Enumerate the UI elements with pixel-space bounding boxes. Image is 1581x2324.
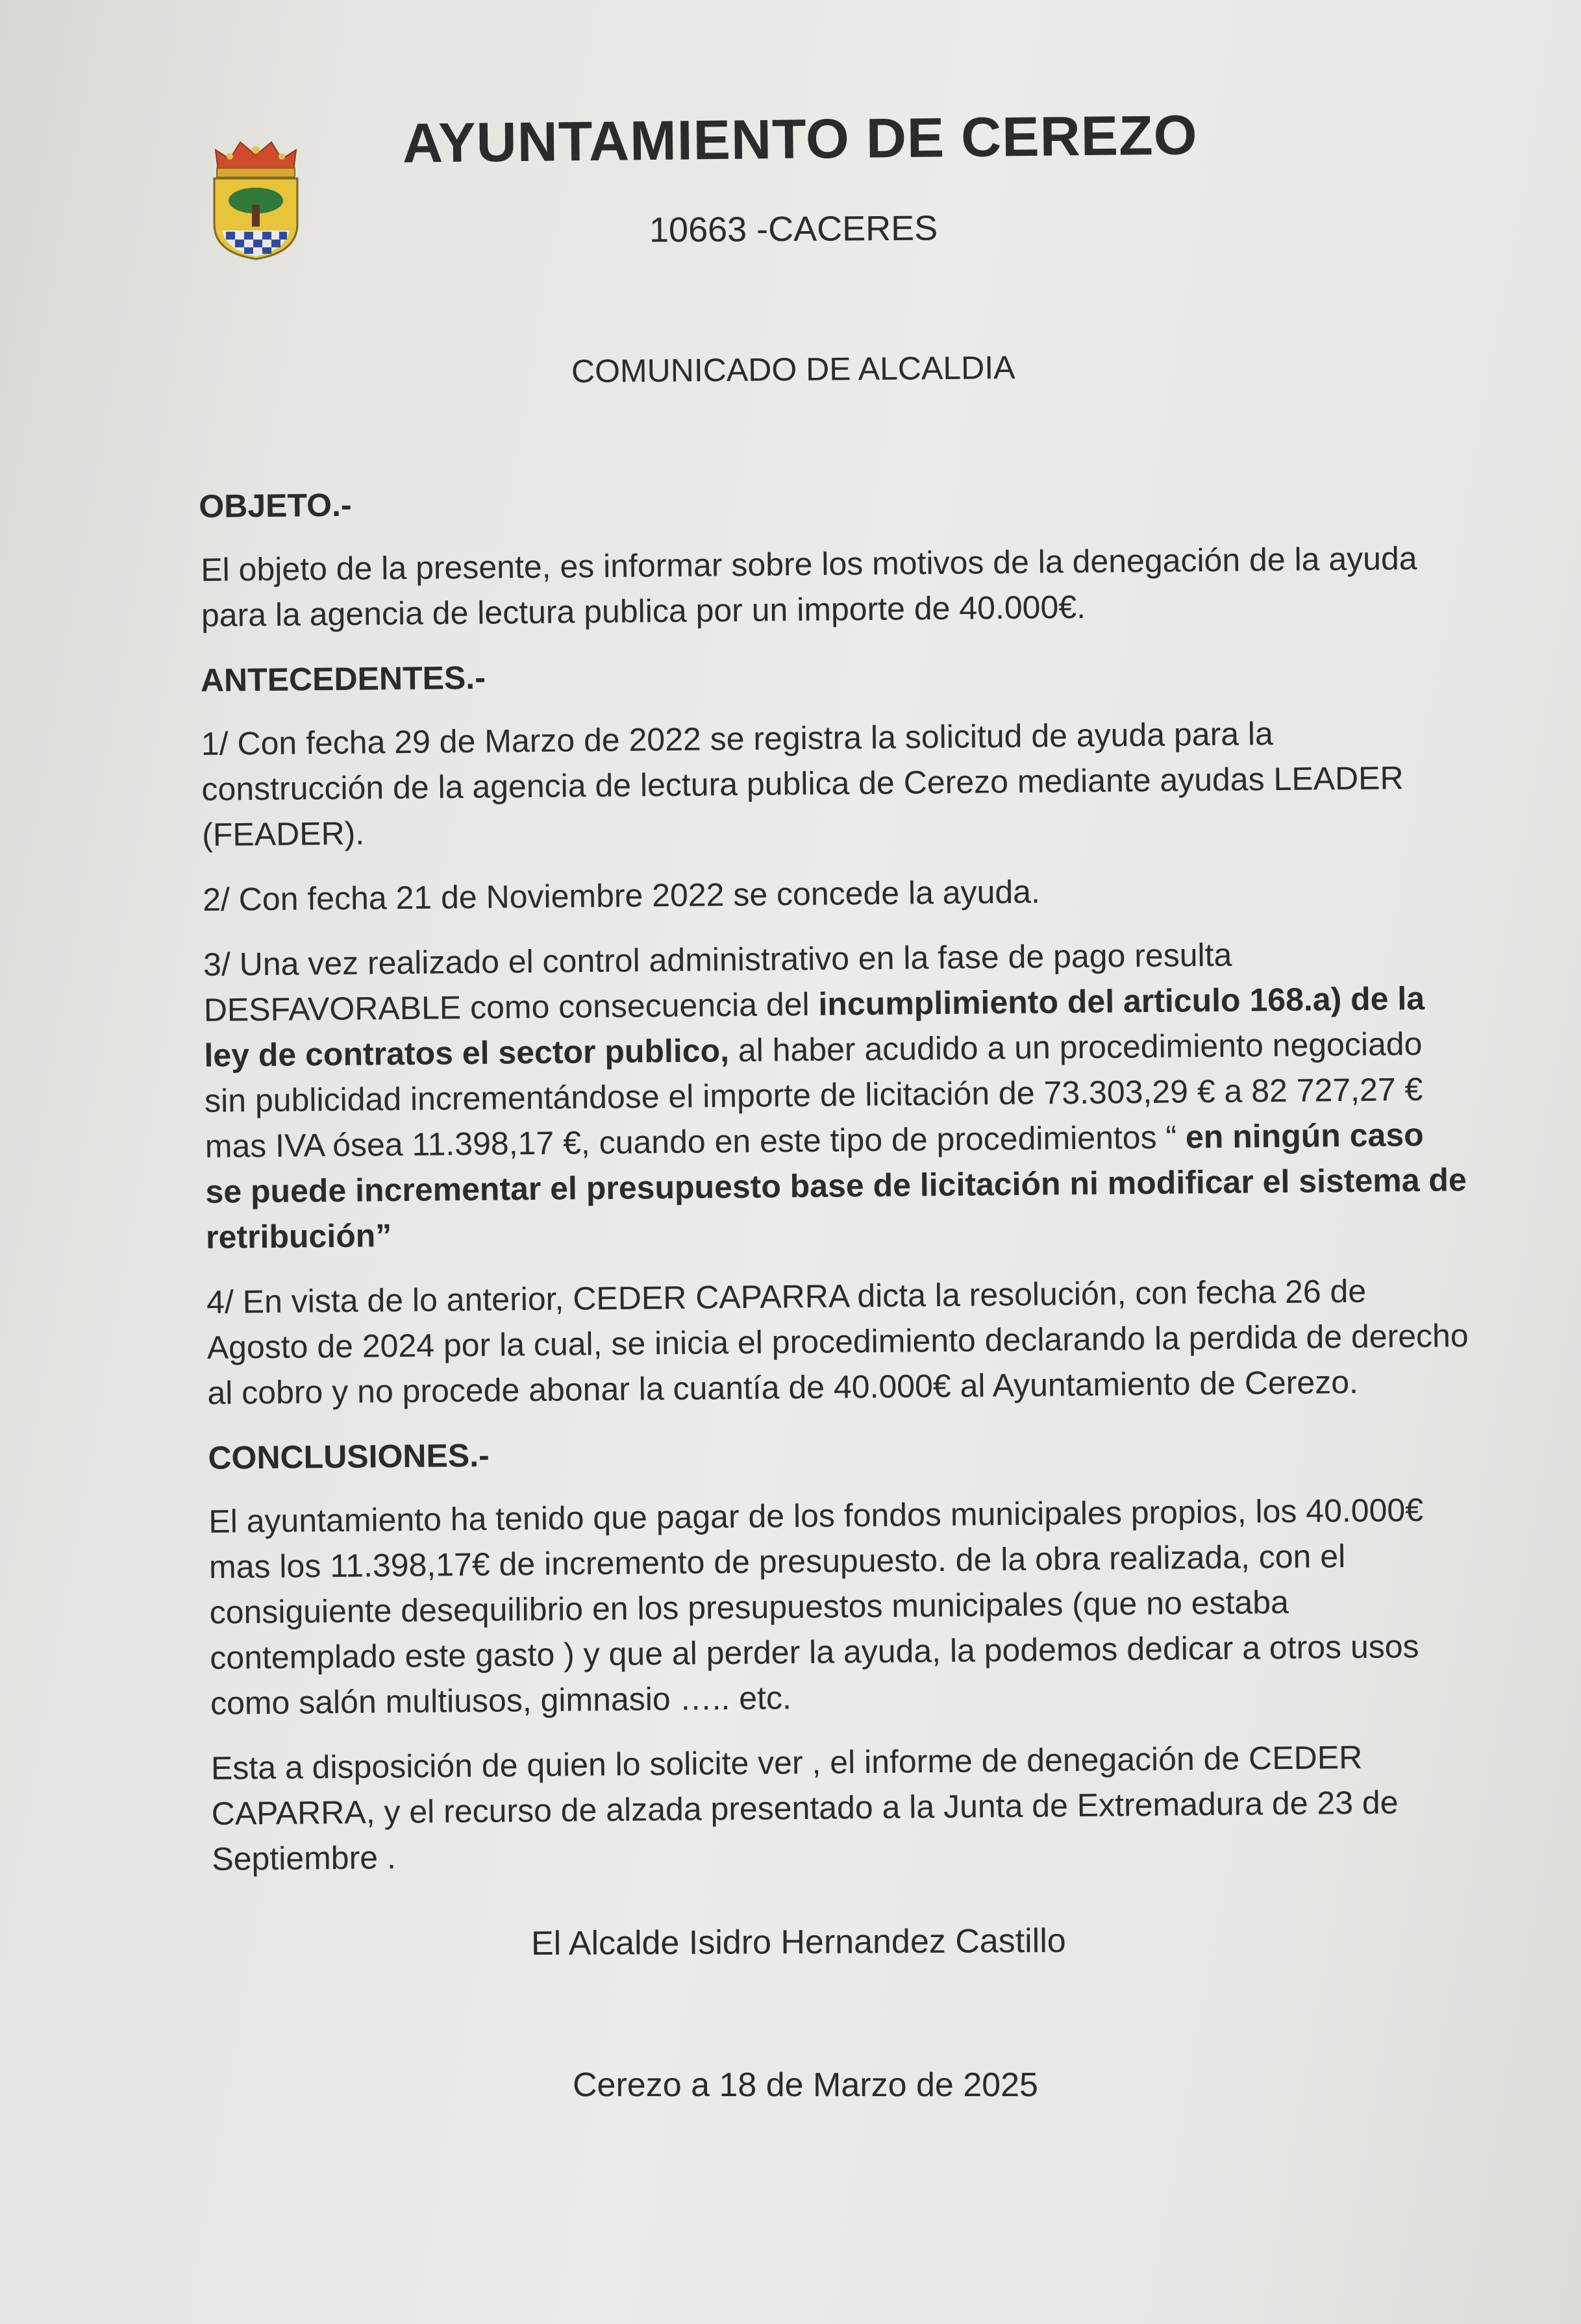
antecedente-item-3 [203,930,1469,1260]
antecedente-item-4: 4/ En vista de lo anterior, CEDER CAPARRA dicta la resolución, con fecha 26 de Agosto de 2024 por la cual, se inicia el procedimiento declarando la perdida de derecho al cobro y no procede abonar la cuantía de 40.000€ al Ayuntamiento de Cerezo. [206,1272,1469,1411]
item-3-text-b: al haber acudido a un procedimiento negociado sin publicidad incrementándose el importe de licitación de 73.303,29 € a 82 727,27 € mas IVA ósea 11.398,17 €, cuando en este tipo de procedimientos “ [204,1025,1423,1165]
objeto-paragraph: El objeto de la presente, es informar sobre los motivos de la denegación de la ayuda para la agencia de lectura publica por un importe de 40.000€. [201,539,1417,634]
item-3-text-a: 3/ Una vez realizado el control administrativo en la fase de pago resulta DESFAVORABLE como consecuencia del [203,936,1232,1028]
conclusiones-heading: CONCLUSIONES.- [208,1437,490,1476]
date-line: Cerezo a 18 de Marzo de 2025 [573,2066,1038,2104]
antecedentes-heading: ANTECEDENTES.- [200,659,486,698]
item-3-bold-quote: en ningún caso se puede incrementar el presupuesto base de licitación ni modificar el sistema de retribución” [205,1116,1467,1255]
antecedente-item-1: 1/ Con fecha 29 de Marzo de 2022 se registra la solicitud de ayuda para la construcción de la agencia de lectura publica de Cerezo mediante ayudas LEADER (FEADER). [201,715,1404,853]
mayor-signature-line: El Alcalde Isidro Hernandez Castillo [530,1922,1066,1963]
item-3-bold-law: incumplimiento del articulo 168.a) de la ley de contratos el sector publico, [204,980,1425,1074]
antecedente-item-2: 2/ Con fecha 21 de Noviembre 2022 se concede la ayuda. [202,873,1041,918]
objeto-heading: OBJETO.- [199,486,352,525]
page-title: AYUNTAMIENTO DE CEREZO [402,104,1198,175]
conclusion-paragraph-1: El ayuntamiento ha tenido que pagar de los fondos municipales propios, los 40.000€ mas los 11.398,17€ de incremento de presupuesto. de la obra realizada, con el consiguiente desequilibrio en los presupuestos municipales (que no estaba contemplado este gasto ) y que al perder la ayuda, la podemos dedicar a otros usos como salón multiusos, gimnasio ….. etc. [208,1491,1424,1722]
postal-code: 10663 -CACERES [649,208,938,250]
communique-title: COMUNICADO DE ALCALDIA [571,349,1015,389]
document-body [195,471,1475,1901]
coat-of-arms-icon [206,133,305,260]
conclusion-paragraph-2: Esta a disposición de quien lo solicite ver , el informe de denegación de CEDER CAPARRA, y el recurso de alzada presentado a la Junta de Extremadura de 23 de Septiembre . [210,1738,1399,1877]
